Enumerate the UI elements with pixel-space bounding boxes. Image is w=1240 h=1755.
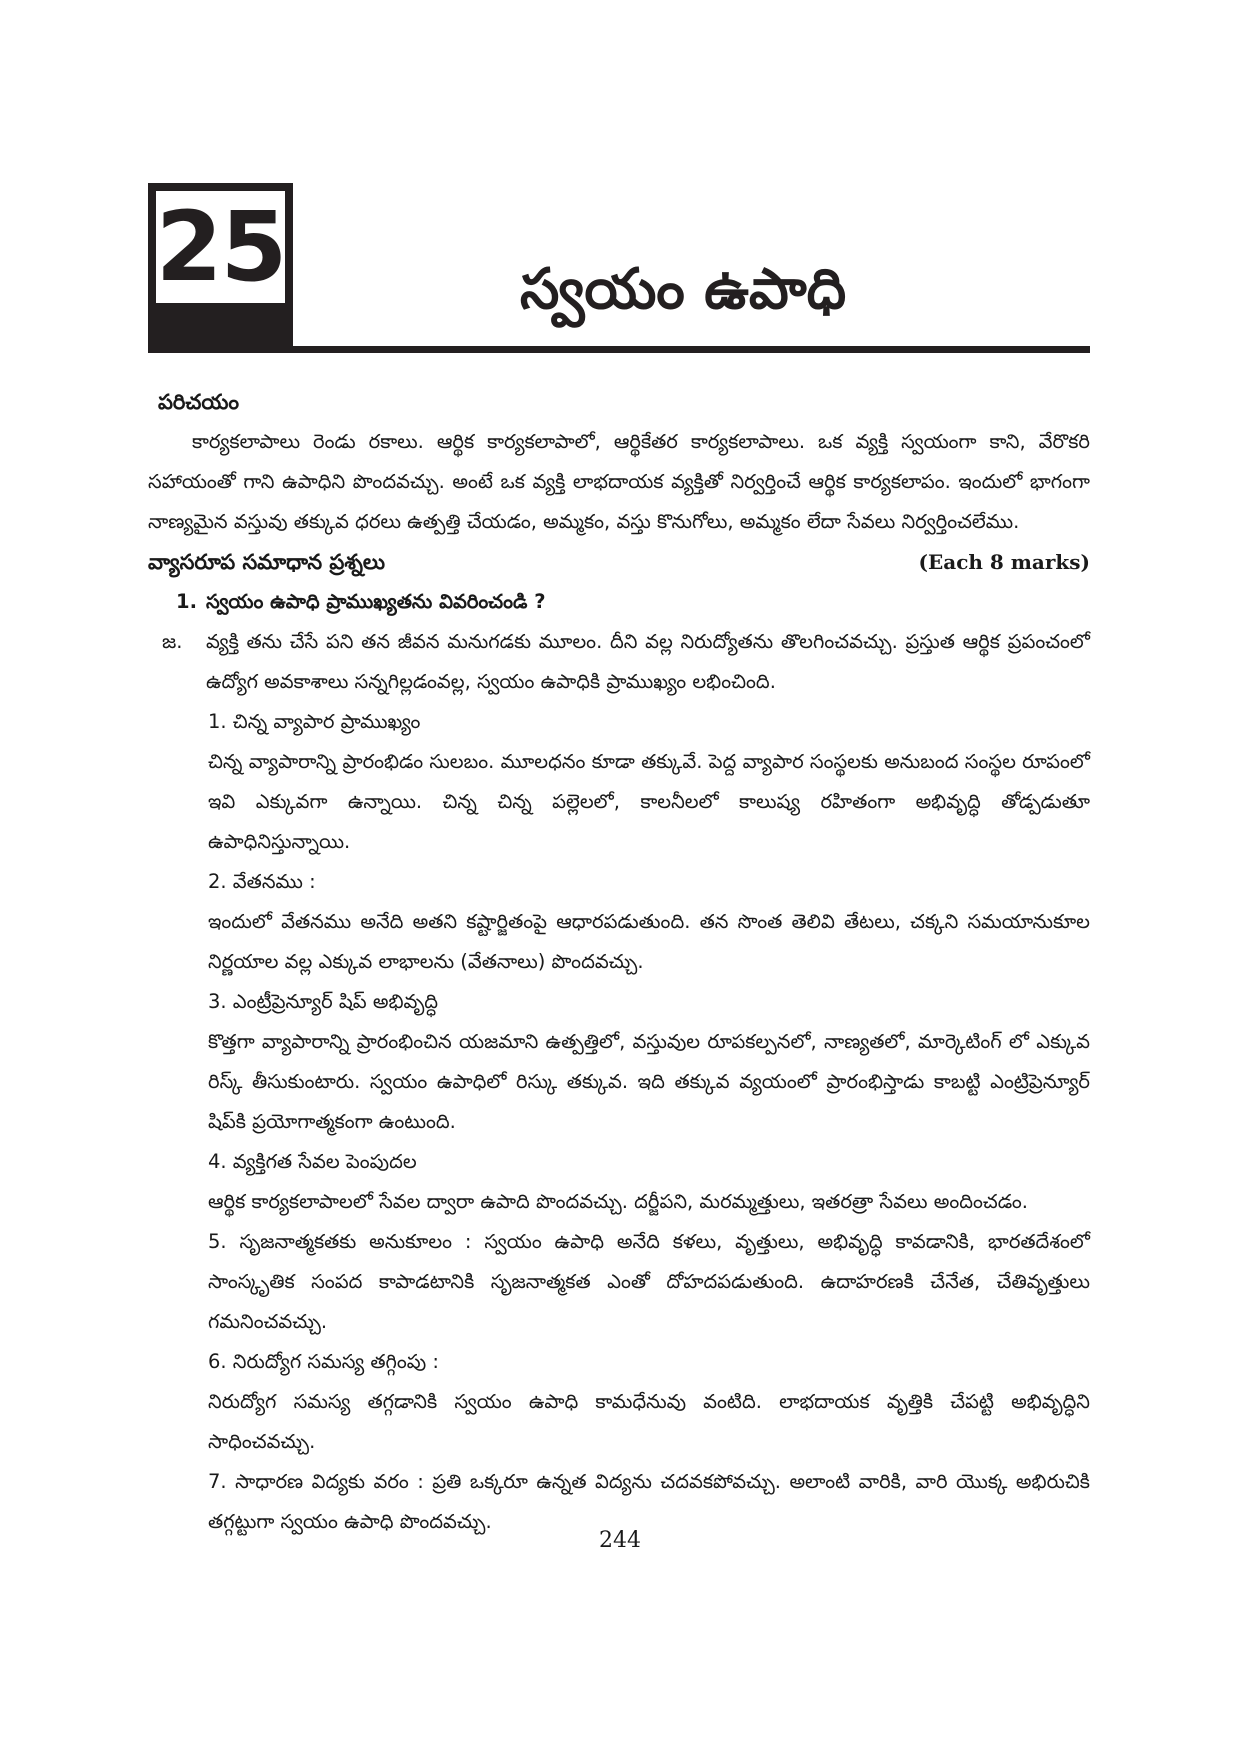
chapter-number-block bbox=[148, 183, 293, 353]
question-number: 1. bbox=[176, 590, 197, 613]
page-content bbox=[148, 382, 1090, 1542]
point-heading: 6. నిరుద్యోగ సమస్య తగ్గింపు : bbox=[208, 1350, 440, 1373]
point-run: 7. సాధారణ విద్యకు వరం : ప్రతి ఒక్కరూ ఉన్నత విద్యను చదవకపోవచ్చు. అలాంటి వారికి, వారి యొక్క అభిరుచికి తగ్గట్టుగా స్వయం ఉపాధి పొందవచ్చు. bbox=[208, 1470, 1090, 1533]
chapter-title: స్వయం ఉపాధి bbox=[520, 257, 847, 322]
question-text: స్వయం ఉపాధి ప్రాముఖ్యతను వివరించండి ? bbox=[206, 590, 546, 613]
section-heading: వ్యాసరూప సమాధాన ప్రశ్నలు bbox=[148, 550, 386, 574]
question bbox=[148, 582, 1090, 622]
point-heading: 3. ఎంట్రీప్రెన్యూర్ షిప్ అభివృద్ధి bbox=[208, 990, 439, 1013]
answer bbox=[148, 622, 1090, 702]
intro-paragraph: కార్యకలాపాలు రెండు రకాలు. ఆర్థిక కార్యకలాపాలో, ఆర్థికేతర కార్యకలాపాలు. ఒక వ్యక్తి స్వయంగా కాని, వేరొకరి సహాయంతో గాని ఉపాధిని పొందవచ్చు. అంటే ఒక వ్యక్తి లాభదాయక వ్యక్తితో నిర్వర్తించే ఆర్థిక కార్యకలాపం. ఇందులో భాగంగా నాణ్యమైన వస్తువు తక్కువ ధరలు ఉత్పత్తి చేయడం, అమ్మకం, వస్తు కొనుగోలు, అమ్మకం లేదా సేవలు నిర్వర్తించలేము. bbox=[148, 430, 1090, 533]
points-list bbox=[148, 702, 1090, 1542]
answer-text: వ్యక్తి తను చేసే పని తన జీవన మనుగడకు మూలం. దీని వల్ల నిరుద్యోతను తొలగించవచ్చు. ప్రస్తుత ఆర్థిక ప్రపంచంలో ఉద్యోగ అవకాశాలు సన్నగిల్లడంవల్ల, స్వయం ఉపాధికి ప్రాముఖ్యం లభించింది. bbox=[206, 630, 1090, 693]
point-body: ఆర్థిక కార్యకలాపాలలో సేవల ద్వారా ఉపాది పొందవచ్చు. దర్జీపని, మరమ్మత్తులు, ఇతరత్రా సేవలు అందించడం. bbox=[208, 1190, 1028, 1213]
point-body: నిరుద్యోగ సమస్య తగ్గడానికి స్వయం ఉపాధి కామధేనువు వంటిది. లాభదాయక వృత్తికి చేపట్టి అభివృద్ధిని సాధించవచ్చు. bbox=[208, 1390, 1090, 1453]
title-rule bbox=[148, 346, 1090, 353]
page-number: 244 bbox=[599, 1528, 641, 1553]
point-body: చిన్న వ్యాపారాన్ని ప్రారంభిడం సులబం. మూలధనం కూడా తక్కువే. పెద్ద వ్యాపార సంస్థలకు అనుబంద సంస్థల రూపంలో ఇవి ఎక్కువగా ఉన్నాయి. చిన్న చిన్న పల్లెలలో, కాలనీలలో కాలుష్య రహితంగా అభివృద్ధి తోడ్పడుతూ ఉపాధినిస్తున్నాయి. bbox=[208, 750, 1090, 853]
section-header bbox=[148, 542, 1090, 582]
chapter-number-frame bbox=[156, 191, 285, 303]
point-heading: 1. చిన్న వ్యాపార ప్రాముఖ్యం bbox=[208, 710, 421, 733]
point-heading: 2. వేతనము : bbox=[208, 870, 316, 893]
answer-label: జ. bbox=[162, 630, 183, 653]
point-body: ఇందులో వేతనము అనేది అతని కష్టార్జితంపై ఆధారపడుతుంది. తన సొంత తెలివి తేటలు, చక్కని సమయానుకూల నిర్ణయాల వల్ల ఎక్కువ లాభాలను (వేతనాలు) పొందవచ్చు. bbox=[208, 910, 1090, 973]
point-run: 5. సృజనాత్మకతకు అనుకూలం : స్వయం ఉపాధి అనేది కళలు, వృత్తులు, అభివృద్ధి కావడానికి, భారతదేశంలో సాంస్కృతిక సంపద కాపాడటానికి సృజనాత్మకత ఎంతో దోహదపడుతుంది. ఉదాహరణకి చేనేత, చేతివృత్తులు గమనించవచ్చు. bbox=[208, 1230, 1090, 1333]
point-body: కొత్తగా వ్యాపారాన్ని ప్రారంభించిన యజమాని ఉత్పత్తిలో, వస్తువుల రూపకల్పనలో, నాణ్యతలో, మార్కెటింగ్ లో ఎక్కువ రిస్క్ తీసుకుంటారు. స్వయం ఉపాధిలో రిస్కు తక్కువ. ఇది తక్కువ వ్యయంలో ప్రారంభిస్తాడు కాబట్టి ఎంట్రిప్రెన్యూర్ షిప్‌కి ప్రయోగాత్మకంగా ఉంటుంది. bbox=[208, 1030, 1090, 1133]
point-heading: 4. వ్యక్తిగత సేవల పెంపుదల bbox=[208, 1150, 417, 1173]
chapter-number: 25 bbox=[155, 191, 286, 303]
marks-label: (Each 8 marks) bbox=[918, 550, 1090, 574]
intro-heading: పరిచయం bbox=[158, 390, 239, 414]
